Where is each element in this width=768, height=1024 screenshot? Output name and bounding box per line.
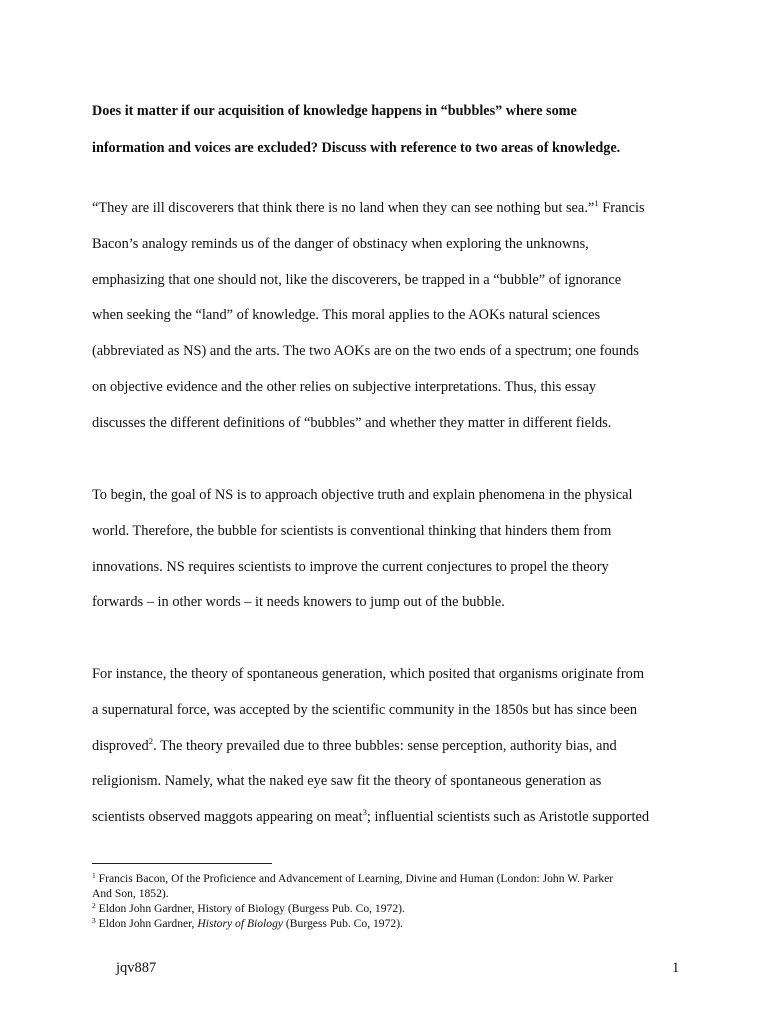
footnote-divider bbox=[92, 863, 272, 864]
paragraph-line: innovations. NS requires scientists to improve the current conjectures to propel the theory bbox=[92, 558, 609, 575]
line-text: ; influential scientists such as Aristotle supported bbox=[366, 809, 650, 826]
heading-line-2: information and voices are excluded? Discuss with reference to two areas of knowledge. bbox=[92, 140, 621, 156]
paragraph-line bbox=[92, 729, 692, 765]
paragraph-2 bbox=[92, 478, 692, 621]
line-text: “They are ill discoverers that think there is no land when they can see nothing but sea.” bbox=[92, 200, 595, 216]
paragraph-line: To begin, the goal of NS is to approach objective truth and explain phenomena in the physical bbox=[92, 487, 633, 503]
paragraph-line: on objective evidence and the other relies on subjective interpretations. Thus, this essay bbox=[92, 378, 597, 395]
footnote-ref: 1 bbox=[594, 198, 599, 208]
line-text: Francis bbox=[598, 200, 645, 216]
paragraph-line: when seeking the “land” of knowledge. This moral applies to the AOKs natural sciences bbox=[92, 307, 601, 324]
footnote-text: Francis Bacon, Of the Proficience and Advancement of Learning, Divine and Human (London: John W. Parker bbox=[95, 872, 614, 885]
paragraph-line: emphasizing that one should not, like the discoverers, be trapped in a “bubble” of ignorance bbox=[92, 271, 622, 288]
paragraph-1 bbox=[92, 191, 692, 442]
footnote-1-continuation: And Son, 1852). bbox=[92, 887, 169, 900]
footnote-text: Eldon John Gardner, History of Biology (Burgess Pub. Co, 1972). bbox=[95, 902, 405, 915]
essay-prompt-heading bbox=[92, 93, 692, 167]
line-text: . The theory prevailed due to three bubbles: sense perception, authority bias, and bbox=[153, 737, 617, 754]
footnote-ref: 2 bbox=[148, 735, 154, 746]
footnote-number: 3 bbox=[92, 916, 96, 925]
line-text: scientists observed maggots appearing on meat bbox=[92, 809, 363, 826]
paragraph-line: world. Therefore, the bubble for scientists is conventional thinking that hinders them from bbox=[92, 522, 612, 539]
footnote-2 bbox=[92, 901, 692, 916]
page-number: 1 bbox=[672, 960, 680, 976]
footnote-title: History of Biology bbox=[197, 917, 284, 930]
footnote-number: 2 bbox=[92, 901, 96, 910]
footnote-ref: 3 bbox=[362, 807, 367, 818]
candidate-id: jqv887 bbox=[116, 960, 157, 976]
footnote-text: Eldon John Gardner, bbox=[95, 917, 198, 930]
paragraph-line bbox=[92, 191, 692, 227]
paragraph-3 bbox=[92, 657, 692, 836]
paragraph-line: For instance, the theory of spontaneous generation, which posited that organisms originate from bbox=[92, 666, 645, 682]
paragraph-line: religionism. Namely, what the naked eye saw fit the theory of spontaneous generation as bbox=[92, 773, 602, 790]
paragraph-line: a supernatural force, was accepted by the scientific community in the 1850s but has since been bbox=[92, 701, 638, 718]
paragraph-line: Bacon’s analogy reminds us of the danger of obstinacy when exploring the unknowns, bbox=[92, 235, 589, 252]
footnote-number: 1 bbox=[92, 871, 96, 880]
paragraph-line: forwards – in other words – it needs knowers to jump out of the bubble. bbox=[92, 594, 505, 611]
footnote-text: (Burgess Pub. Co, 1972). bbox=[283, 917, 403, 930]
footnotes bbox=[92, 871, 692, 931]
footnote-1 bbox=[92, 871, 692, 886]
heading-line-1: Does it matter if our acquisition of knowledge happens in “bubbles” where some bbox=[92, 103, 577, 119]
paragraph-line: (abbreviated as NS) and the arts. The two AOKs are on the two ends of a spectrum; one founds bbox=[92, 343, 639, 360]
paragraph-line bbox=[92, 800, 692, 836]
footnote-3 bbox=[92, 916, 692, 931]
line-text: disproved bbox=[92, 737, 149, 754]
paragraph-line: discusses the different definitions of “bubbles” and whether they matter in different fields. bbox=[92, 414, 612, 431]
